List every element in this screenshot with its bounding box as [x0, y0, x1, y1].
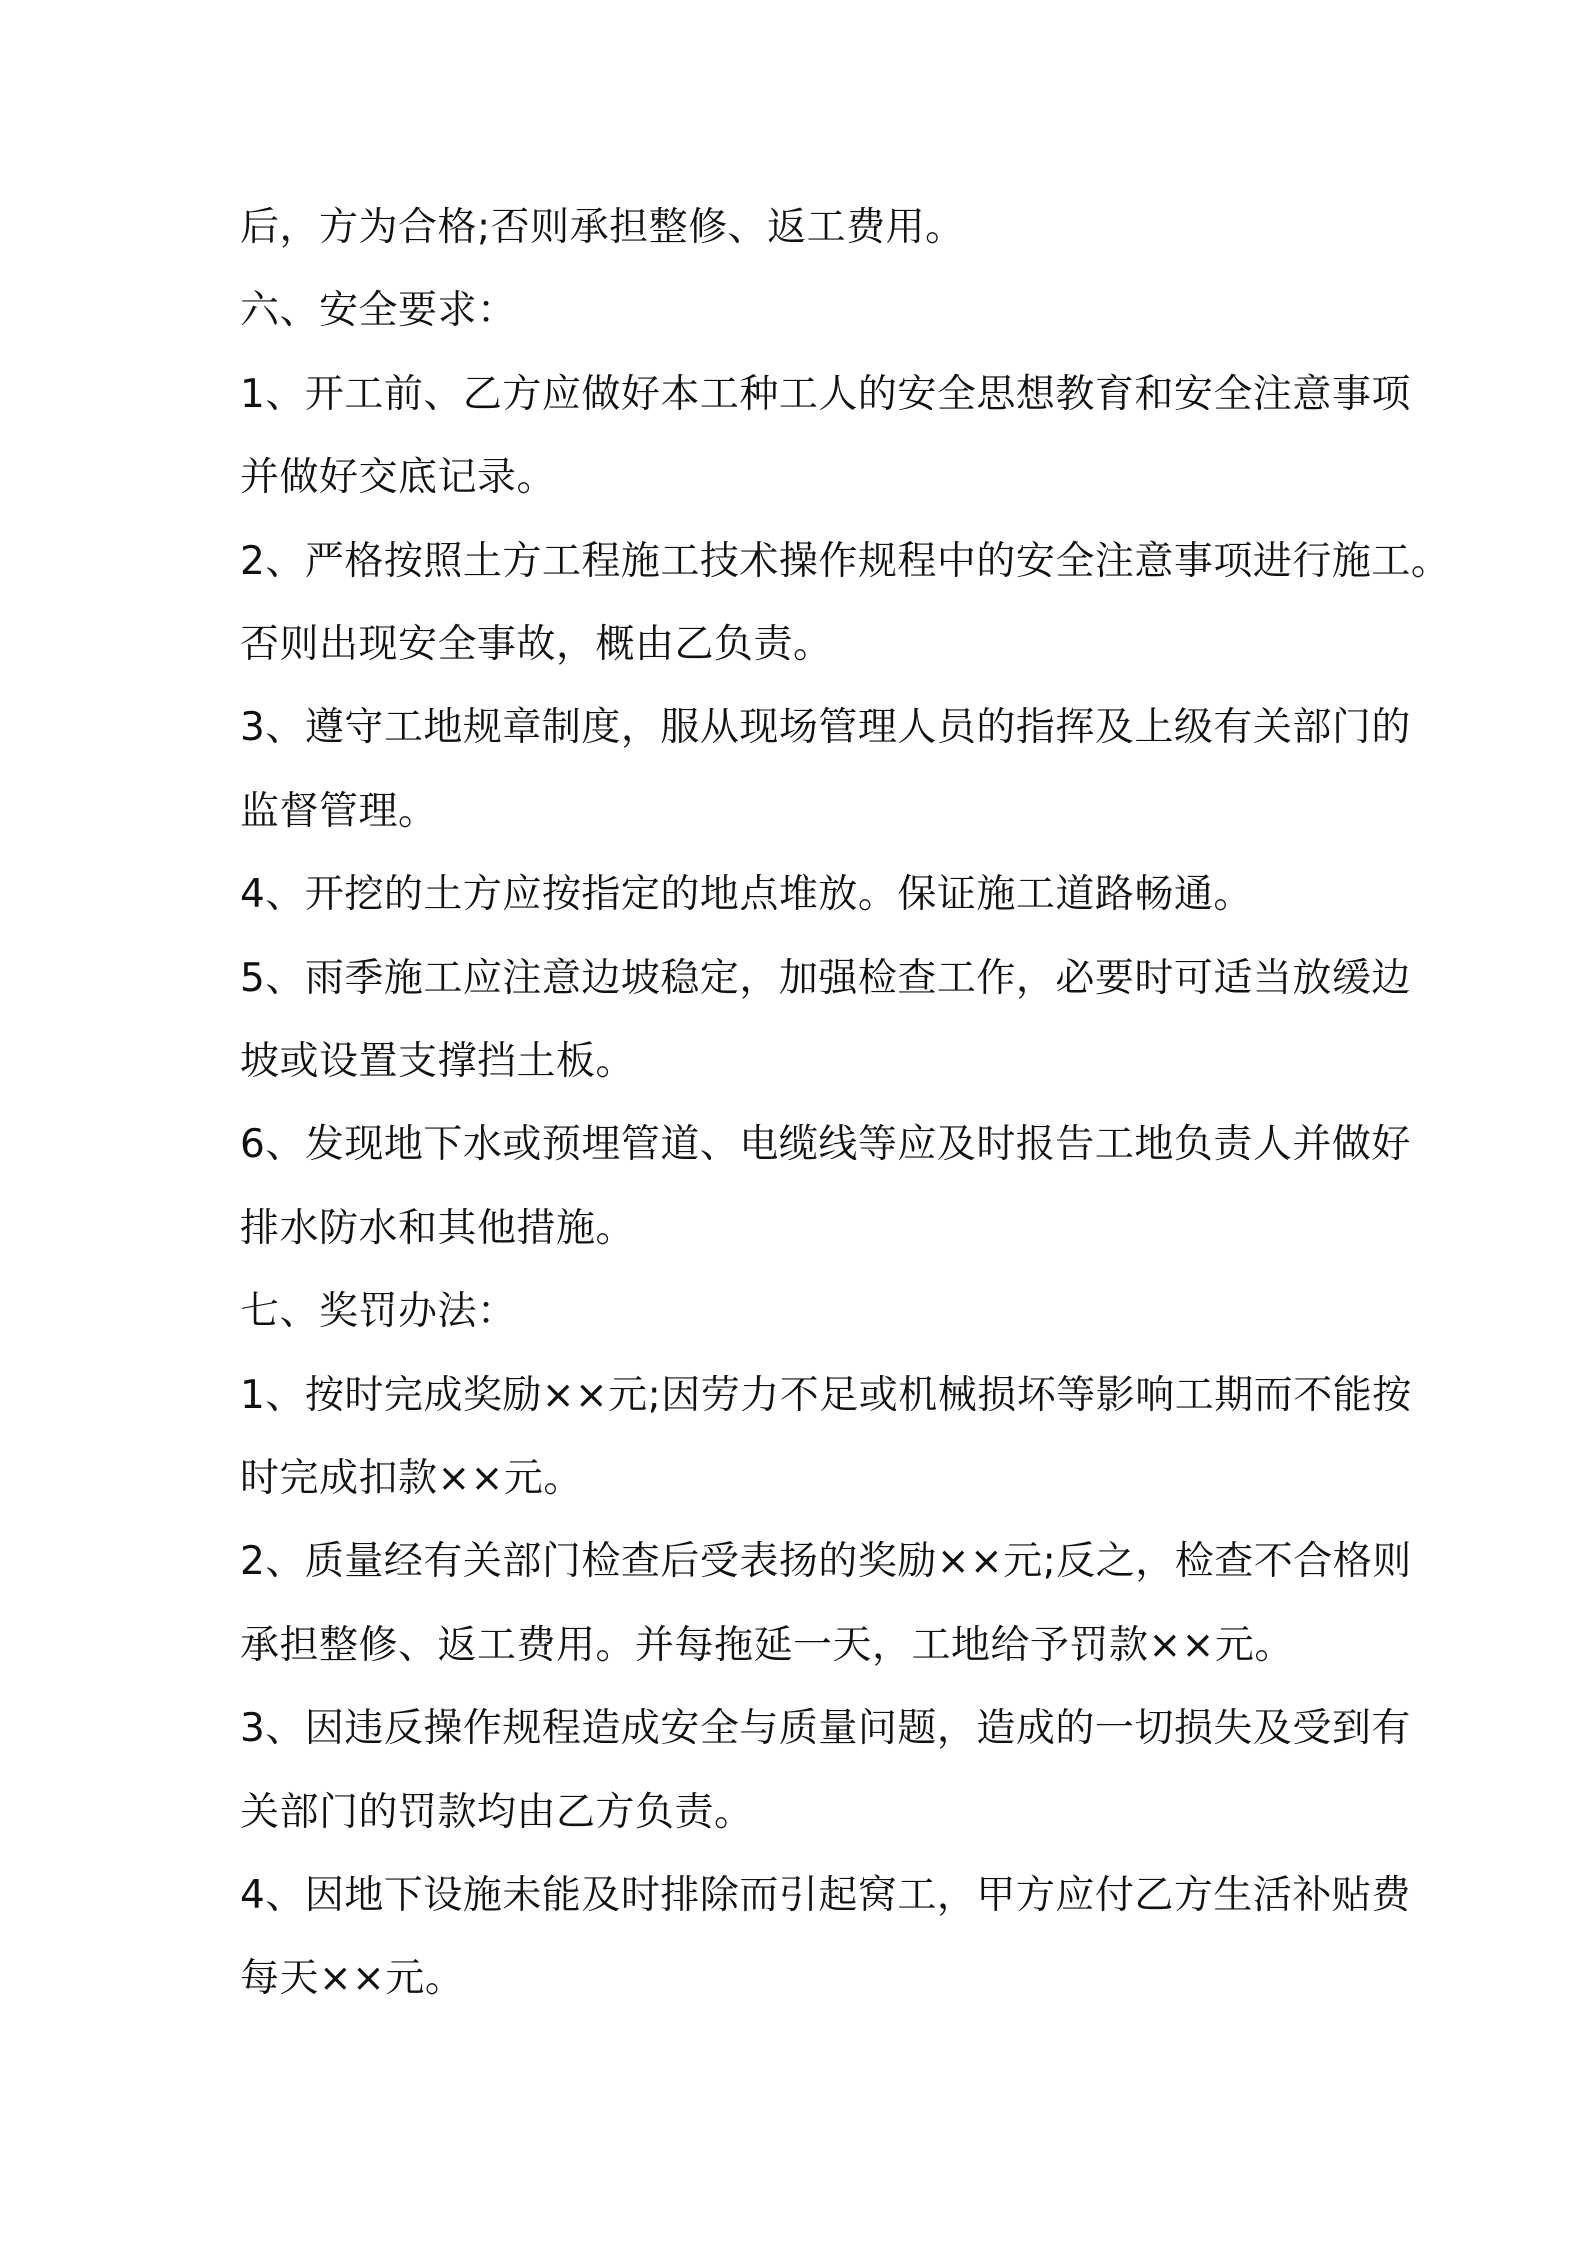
text-line: 后，方为合格;否则承担整修、返工费用。 — [240, 205, 965, 250]
text-line: 每天××元。 — [240, 1956, 465, 2001]
text-line: 1、开工前、乙方应做好本工种工人的安全思想教育和安全注意事项 — [240, 372, 1411, 417]
text-line: 否则出现安全事故，概由乙负责。 — [240, 622, 833, 667]
text-line: 5、雨季施工应注意边坡稳定，加强检查工作，必要时可适当放缓边 — [240, 956, 1411, 1001]
text-line: 关部门的罚款均由乙方负责。 — [240, 1790, 754, 1835]
text-line: 6、发现地下水或预埋管道、电缆线等应及时报告工地负责人并做好 — [240, 1122, 1411, 1167]
text-line: 排水防水和其他措施。 — [240, 1206, 636, 1251]
text-line: 承担整修、返工费用。并每拖延一天，工地给予罚款××元。 — [240, 1623, 1294, 1668]
text-line: 坡或设置支撑挡土板。 — [240, 1039, 636, 1084]
text-line: 4、因地下设施未能及时排除而引起窝工，甲方应付乙方生活补贴费 — [240, 1873, 1411, 1918]
text-line: 2、质量经有关部门检查后受表扬的奖励××元;反之，检查不合格则 — [240, 1539, 1412, 1584]
text-line: 监督管理。 — [240, 789, 438, 834]
text-line: 时完成扣款××元。 — [240, 1456, 583, 1501]
text-line: 2、严格按照土方工程施工技术操作规程中的安全注意事项进行施工。 — [240, 539, 1451, 584]
text-line: 1、按时完成奖励××元;因劳力不足或机械损坏等影响工期而不能按 — [240, 1373, 1412, 1418]
section-heading: 六、安全要求： — [240, 288, 517, 333]
text-line: 4、开挖的土方应按指定的地点堆放。保证施工道路畅通。 — [240, 872, 1253, 917]
text-line: 并做好交底记录。 — [240, 455, 557, 500]
section-heading: 七、奖罚办法： — [240, 1289, 517, 1334]
text-line: 3、遵守工地规章制度，服从现场管理人员的指挥及上级有关部门的 — [240, 705, 1411, 750]
text-line: 3、因违反操作规程造成安全与质量问题，造成的一切损失及受到有 — [240, 1706, 1411, 1751]
